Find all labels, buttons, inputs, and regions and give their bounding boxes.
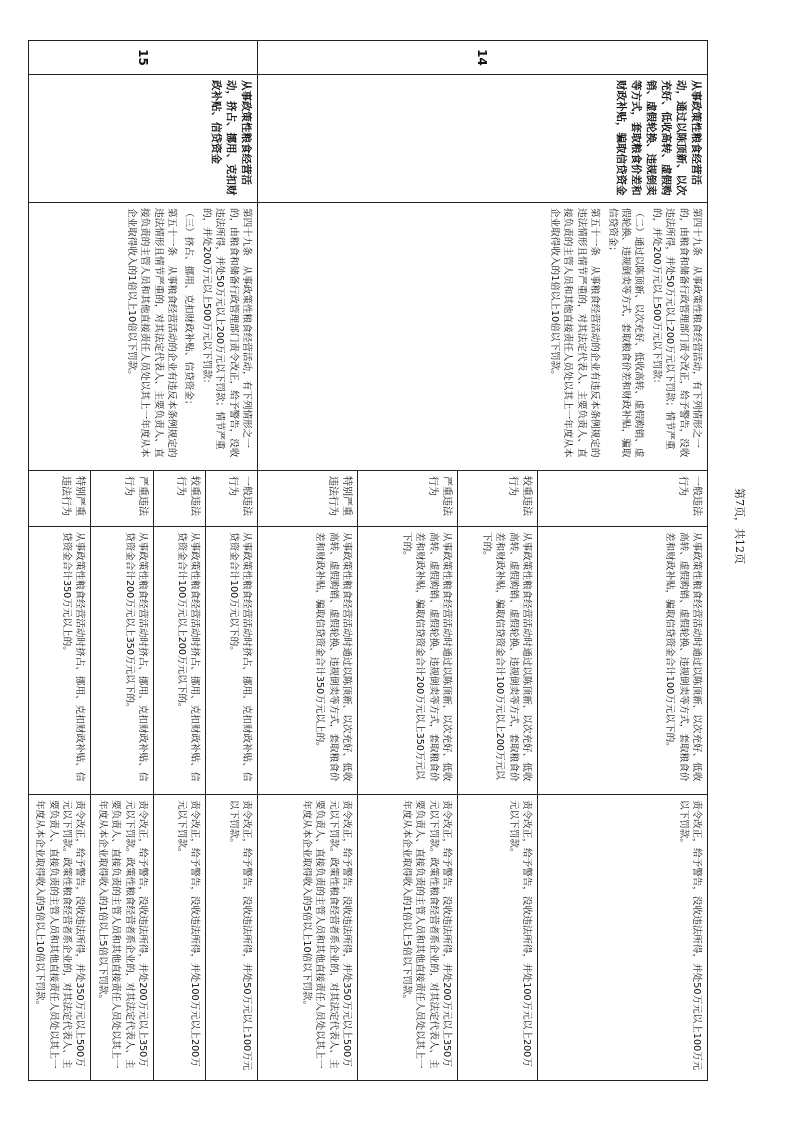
- violation-level: 特别严重违法行为: [258, 471, 358, 527]
- violation-circumstance: 从事政策性粮食经营活动时通过以陈顶新、以次充好、低收高转、虚假购销、虚假轮换、违规倒卖等方式，套取粮食价差和财政补贴，骗取信贷资金合计100万元以上200万元以下的。: [458, 527, 538, 795]
- legal-basis: [28, 203, 257, 471]
- basis-paragraph: 第五十一条 从事粮食经营活动的企业有违反本条例规定的违法情形且情节严重的，对其法定代表人、主要负责人、直接负责的主管人员和其他直接责任人员处以其上一年度从本企业取得收入的1倍以上10倍以下罚款。: [548, 208, 601, 458]
- table-row: [538, 41, 708, 1081]
- rotated-table-container: [34, 40, 708, 1080]
- violation-level: 一般违法行为: [206, 471, 258, 527]
- violation-item: 从事政策性粮食经营活动，挤占、挪用、克扣财政补贴、信贷资金: [28, 75, 257, 203]
- basis-paragraph: 第四十九条 从事政策性粮食经营活动，有下列情形之一的，由粮食和储备行政管理部门责令改正，给予警告，没收违法所得，并处50万元以上200万元以下罚款；情节严重的，并处200万元以上500万元以下罚款：: [200, 208, 252, 458]
- penalty-standard: 责令改正，给予警告，没收违法所得，并处200万元以上350万元以下罚款。政策性粮食经营者系企业的，对其法定代表人、主要负责人、直接负责的主管人员和其他直接责任人员处以其上一年度从本企业取得收入的1倍以上5倍以下罚款。: [91, 795, 154, 1081]
- violation-circumstance: 从事政策性粮食经营活动时通过以陈顶新、以次充好、低收高转、虚假购销、虚假轮换、违规倒卖等方式，套取粮食价差和财政补贴，骗取信贷资金合计350万元以上的。: [258, 527, 358, 795]
- violation-level: 较重违法行为: [154, 471, 206, 527]
- violation-circumstance: 从事政策性粮食经营活动时通过以陈顶新、以次充好、低收高转、虚假购销、虚假轮换、违规倒卖等方式，套取粮食价差和财政补贴，骗取信贷资金合计200万元以上350万元以下的。: [358, 527, 458, 795]
- row-number: 14: [258, 41, 708, 75]
- violation-level: 特别严重违法行为: [28, 471, 91, 527]
- violation-circumstance: 从事政策性粮食经营活动时通过以陈顶新、以次充好、低收高转、虚假购销、虚假轮换、违规倒卖等方式，套取粮食价差和财政补贴，骗取信贷资金合计100万元以下的。: [538, 527, 708, 795]
- penalty-standard: 责令改正，给予警告，没收违法所得，并处50万元以上100万元以下罚款。: [538, 795, 708, 1081]
- basis-paragraph: （三）挤占、挪用、克扣财政补贴、信贷资金；: [183, 208, 195, 410]
- violation-item: 从事政策性粮食经营活动，通过以陈顶新、以次充好、低收高转、虚假购销、虚假轮换、违规倒卖等方式，套取粮食价差和财政补贴，骗取信贷资金: [258, 75, 708, 203]
- penalty-standard: 责令改正，给予警告，没收违法所得，并处350万元以上500万元以下罚款。政策性粮食经营者系企业的，对其法定代表人、主要负责人、直接负责的主管人员和其他直接责任人员处以其上一年度从本企业取得收入的5倍以上10倍以下罚款。: [258, 795, 358, 1081]
- basis-paragraph: 第四十九条 从事政策性粮食经营活动，有下列情形之一的，由粮食和储备行政管理部门责令改正，给予警告，没收违法所得，并处50万元以上200万元以下罚款；情节严重的，并处200万元以上500万元以下罚款：: [650, 208, 702, 458]
- violation-level: 较重违法行为: [458, 471, 538, 527]
- legal-basis: [258, 203, 708, 471]
- violation-circumstance: 从事政策性粮食经营活动时挤占、挪用、克扣财政补贴、信贷资金合计200万元以上350万元以下的。: [91, 527, 154, 795]
- violation-circumstance: 从事政策性粮食经营活动时挤占、挪用、克扣财政补贴、信贷资金合计100万元以上200万元以下的。: [154, 527, 206, 795]
- penalty-standard: 责令改正，给予警告，没收违法所得，并处350万元以上500万元以下罚款。政策性粮食经营者系企业的，对其法定代表人、主要负责人、直接负责的主管人员和其他直接责任人员处以其上一年度从本企业取得收入的5倍以上10倍以下罚款。: [28, 795, 91, 1081]
- penalty-standard-table: [28, 40, 708, 1081]
- basis-paragraph: （二）通过以陈顶新、以次充好、低收高转、虚假购销、虚假轮换、违规倒卖等方式，套取粮食价差和财政补贴，骗取信贷资金；: [606, 208, 645, 458]
- violation-level: 严重违法行为: [91, 471, 154, 527]
- penalty-standard: 责令改正，给予警告，没收违法所得，并处100万元以上200万元以下罚款。: [458, 795, 538, 1081]
- basis-paragraph: 第五十一条 从事粮食经营活动的企业有违反本条例规定的违法情形且情节严重的，对其法定代表人、主要负责人、直接负责的主管人员和其他直接责任人员处以其上一年度从本企业取得收入的1倍以上10倍以下罚款。: [125, 208, 177, 458]
- penalty-standard: 责令改正，给予警告，没收违法所得，并处200万元以上350万元以下罚款。政策性粮食经营者系企业的，对其法定代表人、主要负责人、直接负责的主管人员和其他直接责任人员处以其上一年度从本企业取得收入的1倍以上5倍以下罚款。: [358, 795, 458, 1081]
- penalty-standard: 责令改正，给予警告，没收违法所得，并处100万元以上200万元以下罚款。: [154, 795, 206, 1081]
- row-number: 15: [28, 41, 257, 75]
- violation-circumstance: 从事政策性粮食经营活动时挤占、挪用、克扣财政补贴、信贷资金合计350万元以上的。: [28, 527, 91, 795]
- page-number: 第7页，共12页: [733, 488, 746, 564]
- table-row: [206, 41, 258, 1081]
- violation-circumstance: 从事政策性粮食经营活动时挤占、挪用、克扣财政补贴、信贷资金合计100万元以下的。: [206, 527, 258, 795]
- violation-level: 严重违法行为: [358, 471, 458, 527]
- violation-level: 一般违法行为: [538, 471, 708, 527]
- penalty-standard: 责令改正，给予警告，没收违法所得，并处50万元以上100万元以下罚款。: [206, 795, 258, 1081]
